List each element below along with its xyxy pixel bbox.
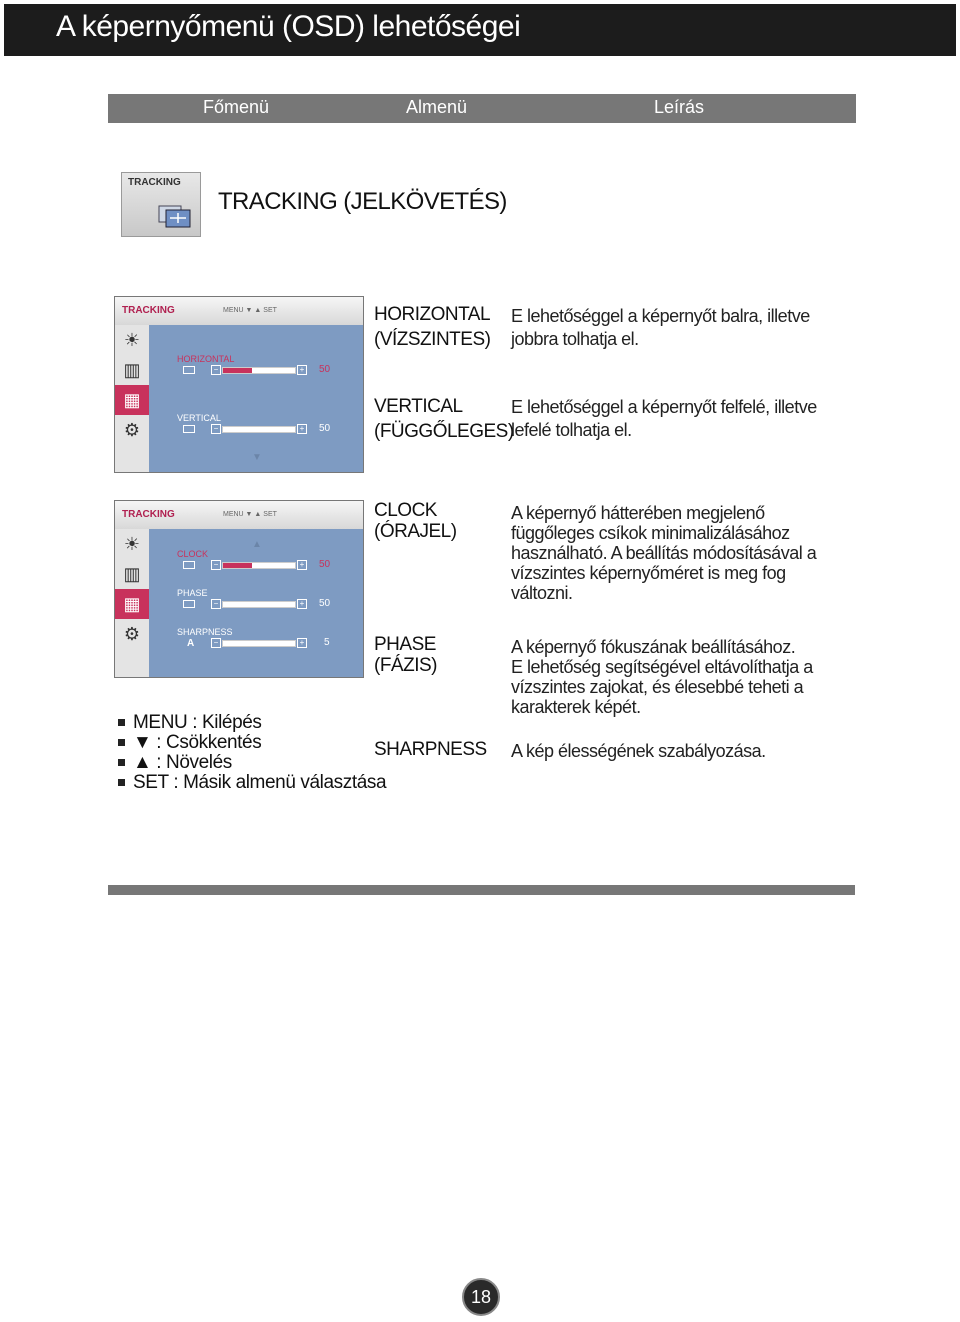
minus-icon: −	[211, 365, 221, 375]
plus-icon: +	[297, 365, 307, 375]
brightness-icon: ☀	[123, 534, 141, 554]
item-desc-vertical: E lehetőséggel a képernyőt felfelé, illetve lefelé tolhatja el.	[511, 397, 817, 440]
column-header-main: Főmenü	[203, 97, 270, 117]
bullet-icon	[118, 779, 125, 786]
plus-icon: +	[297, 599, 307, 609]
osd-value-horizontal: 50	[319, 364, 331, 375]
osd-value-clock: 50	[319, 559, 331, 570]
minus-icon: −	[211, 560, 221, 570]
tracking-icon	[158, 203, 192, 229]
item-desc-sharpness: A kép élességének szabályozása.	[511, 741, 766, 761]
sharpness-slider[interactable]	[222, 640, 296, 647]
section-title: TRACKING (JELKÖVETÉS)	[218, 188, 507, 215]
bullet-icon	[118, 759, 125, 766]
bullet-icon	[118, 739, 125, 746]
item-desc-clock: A képernyő hátterében megjelenő függőleges csíkok minimalizálásához használható. A beállítás módosításával a vízszintes képernyőméret is meg fog változni.	[511, 503, 817, 603]
bullet-icon	[118, 719, 125, 726]
slider-fill	[223, 641, 252, 646]
sharpness-icon: A	[187, 638, 195, 649]
page-number: 18	[470, 1287, 492, 1307]
clock-icon	[183, 561, 195, 569]
minus-icon: −	[211, 424, 221, 434]
tracking-icon: ▦	[115, 589, 149, 619]
osd-panel-horizontal-vertical	[114, 296, 364, 473]
slider-fill	[223, 368, 252, 373]
phase-icon	[183, 600, 195, 608]
slider-fill	[223, 427, 252, 432]
color-icon: ▥	[123, 564, 141, 584]
phase-slider[interactable]	[222, 601, 296, 608]
osd-tag: TRACKING	[122, 305, 175, 316]
column-header-desc: Leírás	[654, 97, 705, 117]
osd-tag: TRACKING	[122, 509, 175, 520]
item-name-phase: PHASE (FÁZIS)	[374, 634, 437, 676]
horizontal-slider[interactable]	[222, 367, 296, 374]
item-name-clock: CLOCK (ÓRAJEL)	[374, 500, 457, 542]
item-desc-horizontal: E lehetőséggel a képernyőt balra, illetve jobbra tolhatja el.	[511, 306, 810, 349]
legend-down: ▼ : Csökkentés	[118, 733, 261, 753]
osd-value-phase: 50	[319, 598, 331, 609]
osd-value-vertical: 50	[319, 423, 331, 434]
osd-controls: MENU ▼ ▲ SET	[223, 307, 277, 314]
osd-label-phase: PHASE	[177, 588, 208, 598]
osd-label-clock: CLOCK	[177, 549, 209, 559]
plus-icon: +	[297, 424, 307, 434]
scroll-down-arrow-icon: ▼	[252, 452, 262, 463]
item-desc-phase: A képernyő fókuszának beállításához. E lehetőség segítségével eltávolíthatja a vízszintes zajokat, és élesebbé teheti a karakterek képét.	[511, 637, 813, 717]
osd-sidebar	[115, 529, 149, 677]
tracking-card-label: TRACKING	[128, 177, 181, 188]
legend-up: ▲ : Növelés	[118, 753, 232, 773]
footer-bar	[108, 885, 855, 895]
osd-label-horizontal: HORIZONTAL	[177, 354, 235, 364]
osd-sidebar	[115, 325, 149, 472]
setup-gear-icon: ⚙	[123, 624, 141, 644]
item-name-horizontal: HORIZONTAL (VÍZSZINTES)	[374, 304, 491, 350]
scroll-up-arrow-icon: ▲	[252, 539, 262, 550]
column-header-sub: Almenü	[406, 97, 468, 117]
tracking-icon: ▦	[115, 385, 149, 415]
plus-icon: +	[297, 638, 307, 648]
clock-slider[interactable]	[222, 562, 296, 569]
vertical-icon	[183, 425, 195, 433]
brightness-icon: ☀	[123, 330, 141, 350]
osd-label-vertical: VERTICAL	[177, 413, 221, 423]
minus-icon: −	[211, 638, 221, 648]
vertical-slider[interactable]	[222, 426, 296, 433]
setup-gear-icon: ⚙	[123, 420, 141, 440]
minus-icon: −	[211, 599, 221, 609]
legend-set: SET : Másik almenü választása	[118, 773, 386, 793]
osd-label-sharpness: SHARPNESS	[177, 627, 233, 637]
osd-panel-clock-phase-sharpness	[114, 500, 364, 678]
plus-icon: +	[297, 560, 307, 570]
osd-value-sharpness: 5	[324, 637, 330, 648]
horizontal-icon	[183, 366, 195, 374]
slider-fill	[223, 602, 252, 607]
osd-controls: MENU ▼ ▲ SET	[223, 511, 277, 518]
legend-menu: MENU : Kilépés	[118, 713, 262, 733]
color-icon: ▥	[123, 360, 141, 380]
item-name-sharpness: SHARPNESS	[374, 739, 487, 760]
item-name-vertical: VERTICAL (FÜGGŐLEGES)	[374, 396, 514, 442]
slider-fill	[223, 563, 252, 568]
page-title: A képernyőmenü (OSD) lehetőségei	[56, 10, 521, 43]
